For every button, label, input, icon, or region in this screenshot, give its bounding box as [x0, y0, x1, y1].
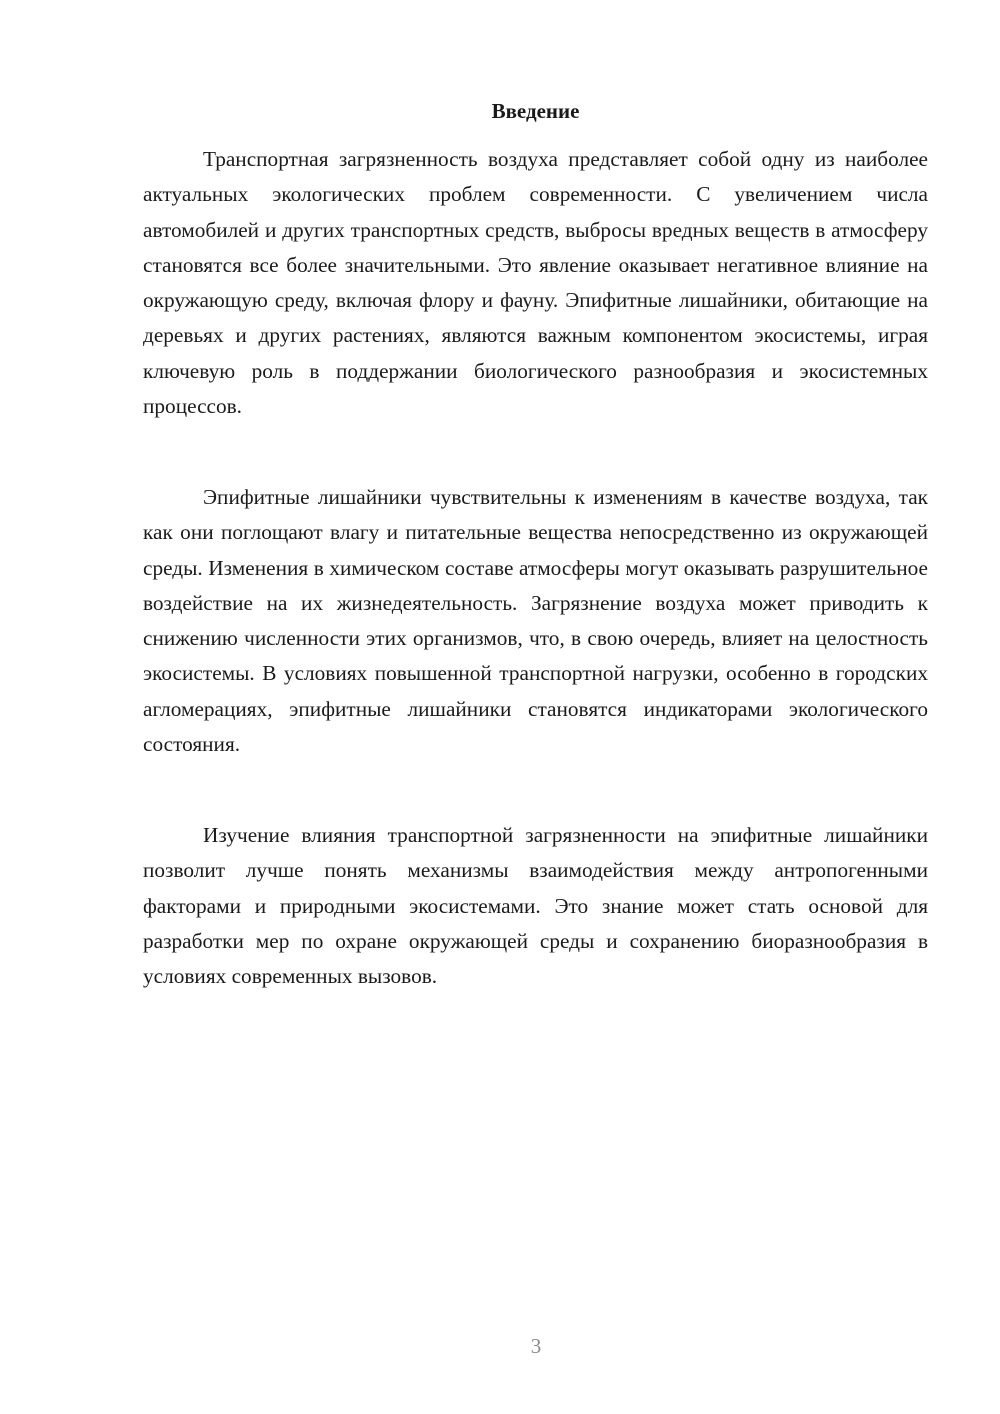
- page-number: 3: [530, 1334, 542, 1358]
- paragraph-1: Транспортная загрязненность воздуха представляет собой одну из наиболее актуальных экологических проблем современности. С увеличением числа автомобилей и других транспортных средств, выбросы вредных веществ в атмосферу становятся все более значительными. Это явление оказывает негативное влияние на окружающую среду, включая флору и фауну. Эпифитные лишайники, обитающие на деревьях и других растениях, являются важным компонентом экосистемы, играя ключевую роль в поддержании биологического разнообразия и экосистемных процессов.: [143, 147, 928, 419]
- paragraph-2: Эпифитные лишайники чувствительны к изменениям в качестве воздуха, так как они поглощают влагу и питательные вещества непосредственно из окружающей среды. Изменения в химическом составе атмосферы могут оказывать разрушительное воздействие на их жизнедеятельность. Загрязнение воздуха может приводить к снижению численности этих организмов, что, в свою очередь, влияет на целостность экосистемы. В условиях повышенной транспортной нагрузки, особенно в городских агломерациях, эпифитные лишайники становятся индикаторами экологического состояния.: [143, 485, 928, 757]
- section-heading: Введение: [491, 99, 580, 123]
- paragraph-3: Изучение влияния транспортной загрязненности на эпифитные лишайники позволит лучше понять механизмы взаимодействия между антропогенными факторами и природными экосистемами. Это знание может стать основой для разработки мер по охране окружающей среды и сохранению биоразнообразия в условиях современных вызовов.: [143, 823, 928, 989]
